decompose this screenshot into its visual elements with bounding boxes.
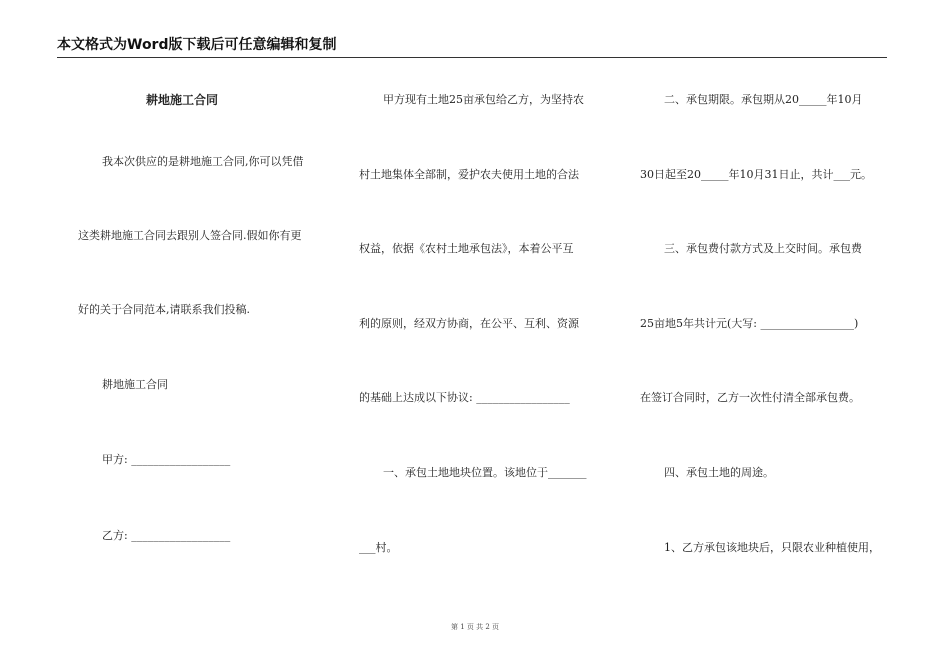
- contract-title: 耕地施工合同: [146, 93, 219, 107]
- party-a-line: 甲方: __________________: [102, 453, 231, 466]
- clause-line: 30日起至20_____年10月31日止，共计___元。: [640, 168, 872, 181]
- clause-line: 二、承包期限。承包期从20_____年10月: [664, 93, 863, 106]
- paragraph-line: 村土地集体全部制，爱护农夫使用土地的合法: [359, 168, 579, 181]
- page-header: 本文格式为Word版下载后可任意编辑和复制: [57, 34, 887, 58]
- clause-line: 四、承包土地的周途。: [664, 466, 774, 479]
- paragraph-line: 甲方现有土地25亩承包给乙方，为坚持农: [383, 93, 584, 106]
- paragraph-line: 权益，依据《农村土地承包法》，本着公平互: [359, 242, 574, 255]
- clause-line: 三、承包费付款方式及上交时间。承包费: [664, 242, 862, 255]
- page-number: 第 1 页 共 2 页: [450, 623, 500, 631]
- party-b-line: 乙方: __________________: [102, 529, 231, 542]
- paragraph-line: 好的关于合同范本,请联系我们投稿.: [78, 303, 250, 316]
- paragraph-line: 的基础上达成以下协议: _________________: [359, 391, 570, 404]
- paragraph-line: 利的原则，经双方协商，在公平、互利、资源: [359, 317, 579, 330]
- paragraph-line: 这类耕地施工合同去跟别人签合同.假如你有更: [78, 229, 302, 242]
- paragraph-line: 我本次供应的是耕地施工合同,你可以凭借: [102, 155, 304, 168]
- clause-line: 25亩地5年共计元(大写: _________________): [640, 317, 859, 330]
- clause-line: 在签订合同时，乙方一次性付清全部承包费。: [640, 391, 860, 404]
- clause-line: 1、乙方承包该地块后，只限农业种植使用，: [664, 541, 880, 554]
- subtitle-line: 耕地施工合同: [102, 378, 168, 391]
- clause-line: 一、承包土地地块位置。该地位于_______: [383, 466, 587, 479]
- clause-line: ___村。: [359, 541, 398, 554]
